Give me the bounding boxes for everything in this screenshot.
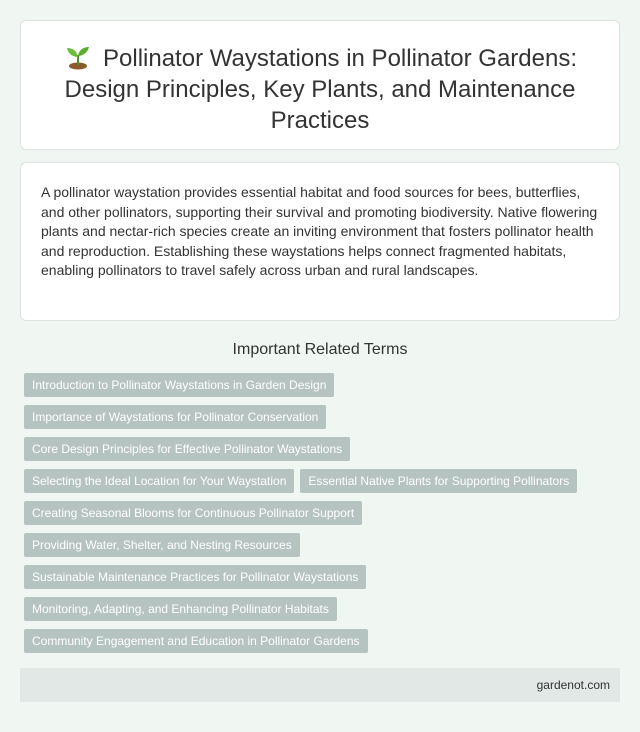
term-tag[interactable]: Community Engagement and Education in Pollinator Gardens — [24, 629, 368, 653]
related-terms-list — [24, 373, 624, 653]
sprout-icon — [63, 44, 93, 70]
page-title — [51, 43, 589, 136]
term-tag[interactable]: Creating Seasonal Blooms for Continuous Pollinator Support — [24, 501, 362, 525]
term-tag[interactable]: Essential Native Plants for Supporting Pollinators — [300, 469, 577, 493]
title-card — [20, 20, 620, 150]
term-tag[interactable]: Providing Water, Shelter, and Nesting Resources — [24, 533, 300, 557]
term-tag[interactable]: Monitoring, Adapting, and Enhancing Pollinator Habitats — [24, 597, 337, 621]
page-title-text: Pollinator Waystations in Pollinator Gardens: Design Principles, Key Plants, and Maintenance Practices — [64, 45, 577, 134]
related-terms-heading: Important Related Terms — [232, 341, 408, 358]
term-tag[interactable]: Core Design Principles for Effective Pollinator Waystations — [24, 437, 350, 461]
intro-card — [20, 162, 620, 321]
term-tag[interactable]: Sustainable Maintenance Practices for Pollinator Waystations — [24, 565, 366, 589]
intro-text: A pollinator waystation provides essential habitat and food sources for bees, butterflies, and other pollinators, supporting their survival and promoting biodiversity. Native flowering plants and nectar-rich species create an inviting environment that fosters pollinator health and reproduction. Establishing these waystations helps connect fragmented habitats, enabling pollinators to travel safely across urban and rural landscapes. — [41, 184, 598, 278]
term-tag[interactable]: Importance of Waystations for Pollinator Conservation — [24, 405, 326, 429]
term-tag[interactable]: Selecting the Ideal Location for Your Waystation — [24, 469, 294, 493]
footer-site-link[interactable]: gardenot.com — [536, 678, 610, 692]
term-tag[interactable]: Introduction to Pollinator Waystations in Garden Design — [24, 373, 334, 397]
footer — [20, 668, 620, 702]
